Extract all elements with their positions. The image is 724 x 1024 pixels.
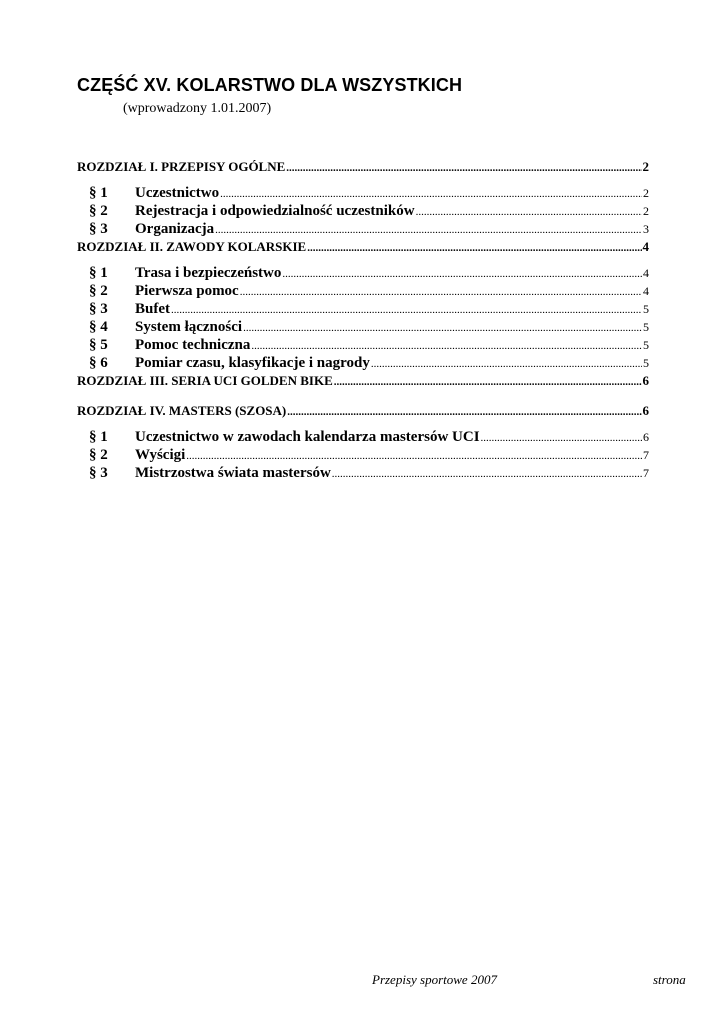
dot-leader [371,355,642,373]
toc-section[interactable] [77,318,649,336]
footer-page-label: strona [652,972,686,987]
section-page: 2 [643,186,649,200]
toc-section[interactable] [77,354,649,372]
dot-leader [251,337,642,355]
section-number: § 5 [89,337,108,353]
toc-section[interactable] [77,428,649,446]
dot-leader [334,373,642,391]
section-title: Uczestnictwo w zawodach kalendarza mastersów UCI [135,429,480,445]
section-page: 5 [643,302,649,316]
document-title: CZĘŚĆ XV. KOLARSTWO DLA WSZYSTKICH [77,75,463,95]
section-title: Bufet [135,301,170,317]
section-number: § 2 [89,283,108,299]
section-number: § 3 [89,221,108,237]
toc-section[interactable] [77,184,649,202]
footer-text: Przepisy sportowe 2007 [372,972,497,987]
toc-section[interactable] [77,220,649,238]
toc-section[interactable] [77,464,649,482]
section-title: Uczestnictwo [135,185,220,201]
document-subtitle: (wprowadzony 1.01.2007) [123,101,272,116]
chapter-title: ROZDZIAŁ I. PRZEPISY OGÓLNE [77,159,286,174]
dot-leader [282,265,642,283]
toc-section[interactable] [77,202,649,220]
section-page: 5 [643,338,649,352]
section-number: § 3 [89,301,108,317]
toc-chapter[interactable] [77,158,649,176]
section-title: System łączności [135,319,243,335]
section-number: § 1 [89,185,108,201]
chapter-page: 2 [642,159,649,174]
section-number: § 1 [89,265,108,281]
section-number: § 6 [89,355,108,371]
toc-section[interactable] [77,264,649,282]
section-number: § 3 [89,465,108,481]
section-title: Wyścigi [135,447,186,463]
dot-leader [286,159,641,177]
toc-section[interactable] [77,446,649,464]
section-title: Pierwsza pomoc [135,283,239,299]
chapter-title: ROZDZIAŁ III. SERIA UCI GOLDEN BIKE [77,373,333,388]
dot-leader [215,221,642,239]
section-title: Pomoc techniczna [135,337,251,353]
table-of-contents [77,158,649,482]
section-page: 5 [643,356,649,370]
dot-leader [416,203,642,221]
dot-leader [220,185,642,203]
dot-leader [243,319,642,337]
chapter-page: 6 [642,373,649,388]
toc-chapter[interactable] [77,238,649,256]
section-number: § 2 [89,203,108,219]
section-page: 4 [643,284,649,298]
dot-leader [186,447,642,465]
section-title: Mistrzostwa świata mastersów [135,465,331,481]
dot-leader [332,465,642,483]
dot-leader [287,403,641,421]
section-page: 4 [643,266,649,280]
section-number: § 1 [89,429,108,445]
dot-leader [240,283,642,301]
section-title: Trasa i bezpieczeństwo [135,265,282,281]
section-title: Rejestracja i odpowiedzialność uczestników [135,203,415,219]
chapter-title: ROZDZIAŁ IV. MASTERS (SZOSA) [77,403,287,418]
toc-section[interactable] [77,282,649,300]
dot-leader [171,301,642,319]
toc-section[interactable] [77,300,649,318]
section-page: 7 [643,466,649,480]
chapter-page: 6 [642,403,649,418]
toc-section[interactable] [77,336,649,354]
section-title: Pomiar czasu, klasyfikacje i nagrody [135,355,370,371]
section-page: 7 [643,448,649,462]
chapter-page: 4 [642,239,649,254]
chapter-title: ROZDZIAŁ II. ZAWODY KOLARSKIE [77,239,307,254]
section-page: 3 [643,222,649,236]
toc-chapter[interactable] [77,402,649,420]
section-page: 6 [643,430,649,444]
section-page: 5 [643,320,649,334]
dot-leader [481,429,642,447]
page-footer [372,972,686,988]
section-page: 2 [643,204,649,218]
toc-chapter[interactable] [77,372,649,390]
section-number: § 2 [89,447,108,463]
dot-leader [307,239,641,257]
section-number: § 4 [89,319,108,335]
section-title: Organizacja [135,221,215,237]
